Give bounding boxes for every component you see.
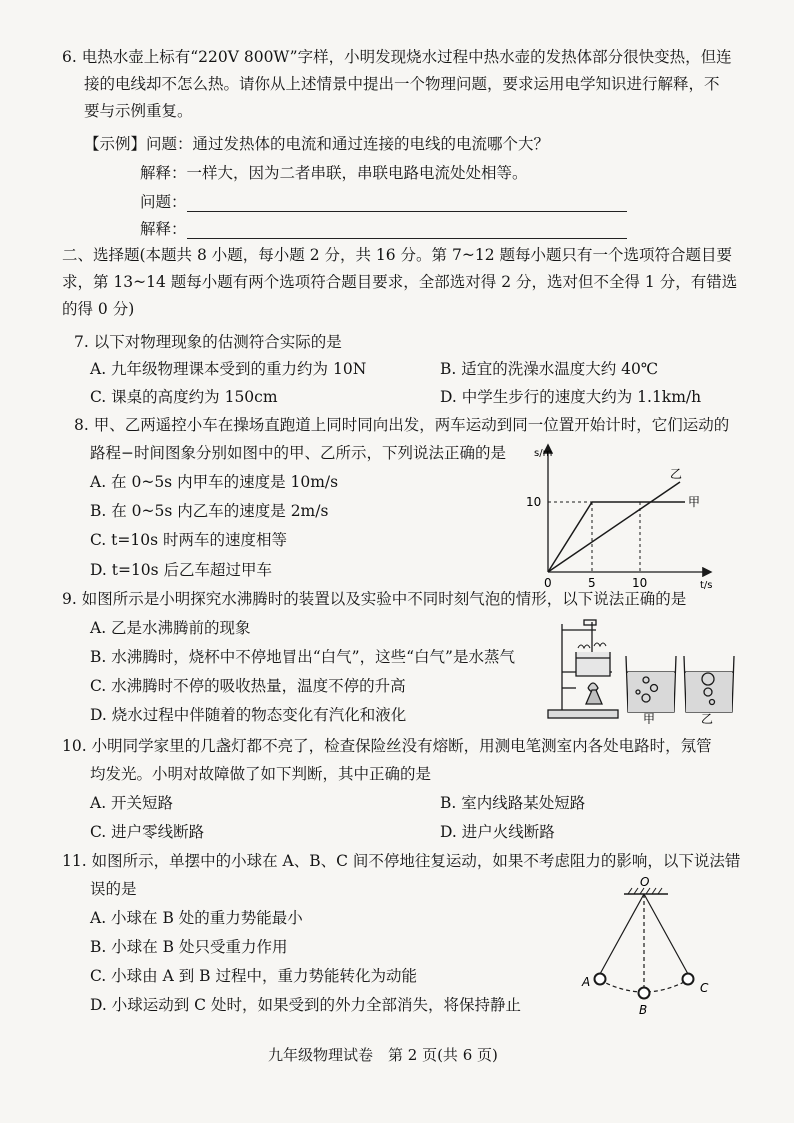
string-c [644, 894, 688, 974]
q10-stem-line2: 均发光。小明对故障做了如下判断，其中正确的是 [90, 765, 432, 783]
q7-option-d[interactable]: D. 中学生步行的速度大约为 1.1km/h [440, 388, 702, 406]
x-tick-10: 10 [632, 576, 648, 590]
y-tick-10: 10 [526, 495, 542, 509]
q9-option-b[interactable]: B. 水沸腾时，烧杯中不停地冒出“白气”，这些“白气”是水蒸气 [90, 648, 515, 666]
q6-stem-line3: 要与示例重复。 [84, 102, 193, 120]
label-c: C [700, 981, 709, 995]
beaker-jia-label: 甲 [643, 712, 656, 724]
q10-stem-line1: 10. 小明同学家里的几盏灯都不亮了，检查保险丝没有熔断，用测电笔测室内各处电路时，氖管 [62, 737, 712, 755]
beaker-jia [626, 656, 676, 712]
q7-option-b[interactable]: B. 适宜的洗澡水温度大约 40℃ [440, 360, 659, 378]
section2-line2: 求，第 13~14 题每小题有两个选项符合题目要求，全部选对得 2 分，选对但不全得 1 分，有错选 [62, 273, 738, 291]
q8-stem-line2: 路程−时间图象分别如图中的甲、乙所示，下列说法正确的是 [90, 444, 506, 462]
string-a [600, 894, 644, 974]
q6-answer-row [140, 219, 627, 239]
y-axis-label: s/m [534, 448, 553, 459]
q8-option-d[interactable]: D. t=10s 后乙车超过甲车 [90, 561, 273, 579]
stand-and-beaker-illustration [548, 620, 618, 718]
q11-option-d[interactable]: D. 小球运动到 C 处时，如果受到的外力全部消失，将保持静止 [90, 996, 521, 1014]
q9-stem: 9. 如图所示是小明探究水沸腾时的装置以及实验中不同时刻气泡的情形，以下说法正确的是 [62, 590, 687, 608]
beaker-yi-label: 乙 [701, 712, 714, 724]
q8-stem-line1: 8. 甲、乙两遥控小车在操场直跑道上同时同向出发，两车运动到同一位置开始计时，它们运动的 [74, 416, 730, 434]
page-footer: 九年级物理试卷 第 2 页(共 6 页) [268, 1046, 498, 1064]
q11-option-a[interactable]: A. 小球在 B 处的重力势能最小 [90, 909, 303, 927]
q10-option-b[interactable]: B. 室内线路某处短路 [440, 794, 586, 812]
q7-option-a[interactable]: A. 九年级物理课本受到的重力约为 10N [90, 360, 367, 378]
ball-b [639, 988, 650, 999]
q6-question-blank[interactable] [187, 195, 627, 212]
q6-answer-blank[interactable] [187, 222, 627, 239]
pivot-label-o: O [640, 876, 650, 889]
q6-answer-label: 解释： [140, 220, 187, 238]
beaker-yi [684, 656, 734, 712]
q10-option-c[interactable]: C. 进户零线断路 [90, 823, 205, 841]
q11-option-c[interactable]: C. 小球由 A 到 B 过程中，重力势能转化为动能 [90, 967, 417, 985]
label-jia: 甲 [688, 495, 701, 509]
label-b: B [639, 1003, 648, 1017]
q6-question-row [140, 192, 627, 212]
q11-pendulum-figure [572, 876, 722, 1022]
q6-example-answer: 解释：一样大，因为二者串联，串联电路电流处处相等。 [140, 164, 528, 182]
q11-stem-line2: 误的是 [90, 880, 137, 898]
q9-boiling-apparatus-figure [546, 616, 742, 724]
q8-distance-time-graph [520, 438, 720, 590]
q11-stem-line1: 11. 如图所示，单摆中的小球在 A、B、C 间不停地往复运动，如果不考虑阻力的影响，以下说法错 [62, 852, 741, 870]
x-axis-label: t/s [700, 580, 713, 590]
origin-label: 0 [544, 576, 552, 590]
ball-a [595, 974, 606, 985]
section2-line1: 二、选择题(本题共 8 小题，每小题 2 分，共 16 分。第 7~12 题每小题只有一个选项符合题目要 [62, 246, 732, 264]
q8-option-c[interactable]: C. t=10s 时两车的速度相等 [90, 531, 287, 549]
q9-option-d[interactable]: D. 烧水过程中伴随着的物态变化有汽化和液化 [90, 706, 407, 724]
q9-option-c[interactable]: C. 水沸腾时不停的吸收热量，温度不停的升高 [90, 677, 406, 695]
section2-line3: 的得 0 分) [62, 300, 135, 318]
q9-option-a[interactable]: A. 乙是水沸腾前的现象 [90, 619, 251, 637]
q10-option-a[interactable]: A. 开关短路 [90, 794, 174, 812]
q11-option-b[interactable]: B. 小球在 B 处只受重力作用 [90, 938, 288, 956]
line-yi [548, 482, 680, 572]
q10-option-d[interactable]: D. 进户火线断路 [440, 823, 555, 841]
x-tick-5: 5 [588, 576, 596, 590]
ball-c [683, 974, 694, 985]
label-yi: 乙 [670, 467, 683, 481]
q6-example-question: 【示例】问题：通过发热体的电流和通过连接的电线的电流哪个大？ [84, 135, 550, 153]
q7-stem: 7. 以下对物理现象的估测符合实际的是 [74, 333, 342, 351]
q6-stem-line1: 6. 电热水壶上标有“220V 800W”字样，小明发现烧水过程中热水壶的发热体部分很快变热，但连 [62, 48, 732, 66]
label-a: A [582, 975, 591, 989]
q6-question-label: 问题： [140, 193, 187, 211]
line-jia [548, 502, 685, 572]
q8-option-a[interactable]: A. 在 0~5s 内甲车的速度是 10m/s [90, 473, 339, 491]
q7-option-c[interactable]: C. 课桌的高度约为 150cm [90, 388, 278, 406]
q8-option-b[interactable]: B. 在 0~5s 内乙车的速度是 2m/s [90, 502, 329, 520]
q6-stem-line2: 接的电线却不怎么热。请你从上述情景中提出一个物理问题，要求运用电学知识进行解释，不 [84, 75, 720, 93]
